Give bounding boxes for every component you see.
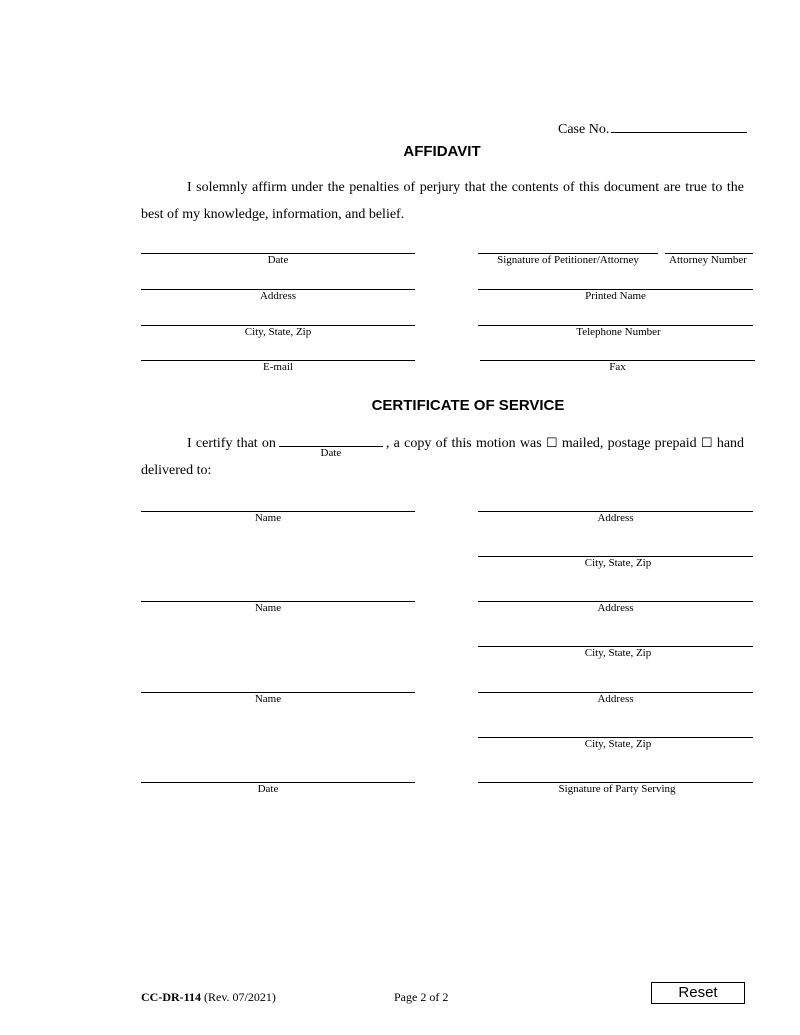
recipient-3-address-label: Address <box>597 693 634 705</box>
printed-name-label: Printed Name <box>585 290 646 302</box>
service-date-field[interactable] <box>279 432 383 459</box>
attorney-number-label: Attorney Number <box>669 254 747 266</box>
date-label: Date <box>267 254 289 266</box>
mailed-checkbox[interactable]: ☐ <box>545 436 558 451</box>
hand-label: hand <box>716 436 745 451</box>
recipient-2-city-label: City, State, Zip <box>584 647 652 659</box>
form-number: CC-DR-114 <box>141 990 201 1004</box>
recipient-1-address-label: Address <box>597 512 634 524</box>
email-label: E-mail <box>263 361 293 373</box>
form-revision: (Rev. 07/2021) <box>204 990 276 1004</box>
form-id <box>141 990 276 1005</box>
certificate-statement <box>141 430 744 484</box>
recipient-1-city-label: City, State, Zip <box>584 557 652 569</box>
certificate-title: CERTIFICATE OF SERVICE <box>371 397 565 414</box>
recipient-2-address-label: Address <box>597 602 634 614</box>
signature-party-serving-label: Signature of Party Serving <box>558 783 676 795</box>
city-state-zip-label: City, State, Zip <box>244 326 312 338</box>
certify-text: I certify that on <box>187 436 276 451</box>
case-number <box>558 122 747 138</box>
mailed-label: mailed, postage prepaid <box>561 436 697 451</box>
reset-button[interactable]: Reset <box>651 982 745 1004</box>
delivered-text: delivered to: <box>141 463 212 478</box>
recipient-1-name-label: Name <box>254 512 282 524</box>
case-number-label: Case No. <box>558 122 610 137</box>
hand-delivered-checkbox[interactable]: ☐ <box>700 436 713 451</box>
signature-petitioner-label: Signature of Petitioner/Attorney <box>497 254 639 266</box>
fax-label: Fax <box>609 361 626 373</box>
recipient-3-name-label: Name <box>254 693 282 705</box>
affidavit-text: I solemnly affirm under the penalties of perjury that the contents of this document are true to the best of my knowledge, information, and belief. <box>141 180 744 222</box>
service-final-date-label: Date <box>257 783 279 795</box>
affidavit-title: AFFIDAVIT <box>403 143 481 160</box>
case-number-field[interactable] <box>611 122 747 133</box>
copy-text: , a copy of this motion was <box>385 436 542 451</box>
page-number: Page 2 of 2 <box>394 990 449 1004</box>
telephone-label: Telephone Number <box>576 326 661 338</box>
address-label: Address <box>259 290 297 302</box>
affidavit-statement <box>141 174 744 228</box>
service-date-label: Date <box>320 447 342 459</box>
recipient-3-city-label: City, State, Zip <box>584 738 652 750</box>
recipient-2-name-label: Name <box>254 602 282 614</box>
